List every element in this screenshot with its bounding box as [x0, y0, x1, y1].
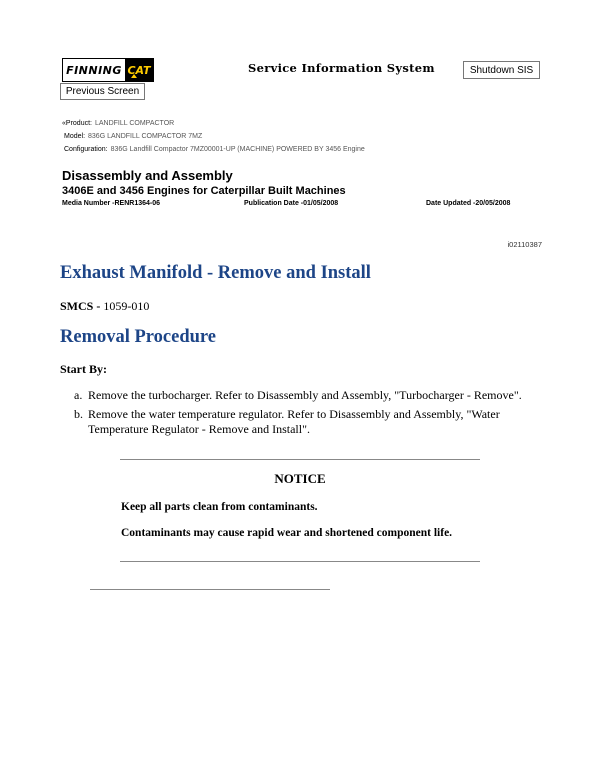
smcs-label: SMCS -: [60, 299, 101, 313]
date-updated: Date Updated -20/05/2008: [426, 200, 511, 207]
cat-logo-text: CAT: [125, 59, 153, 81]
shutdown-sis-button[interactable]: Shutdown SIS: [463, 61, 540, 79]
product-value: LANDFILL COMPACTOR: [94, 120, 175, 127]
media-number: Media Number -RENR1364-06: [62, 200, 161, 207]
breadcrumb-configuration: [62, 143, 365, 156]
document-subheading: 3406E and 3456 Engines for Caterpillar Built Machines: [62, 185, 346, 197]
document-heading: Disassembly and Assembly: [62, 168, 233, 183]
notice-line-2: Contaminants may cause rapid wear and shortened component life.: [121, 527, 453, 539]
step-text: Remove the water temperature regulator. Refer to Disassembly and Assembly, "Water Temperature Regulator - Remove and Install".: [88, 407, 500, 436]
smcs-value: 1059-010: [103, 299, 150, 313]
smcs-code: [60, 299, 149, 314]
finning-cat-logo: [62, 58, 154, 82]
page-title: Exhaust Manifold - Remove and Install: [60, 263, 371, 283]
product-label: Product:: [65, 120, 92, 127]
start-by-label: Start By:: [60, 362, 107, 376]
previous-screen-button[interactable]: Previous Screen: [60, 83, 145, 100]
section-title: Removal Procedure: [60, 327, 217, 347]
notice-bottom-divider: [120, 561, 480, 562]
notice-top-divider: [120, 459, 480, 460]
step-marker: b.: [74, 407, 83, 421]
config-value: 836G Landfill Compactor 7MZ00001-UP (MACHINE) POWERED BY 3456 Engine: [110, 146, 365, 153]
step-list: [74, 388, 544, 441]
breadcrumb-model: [62, 130, 365, 143]
footer-divider: [90, 589, 330, 590]
publication-date: Publication Date -01/05/2008: [244, 200, 339, 207]
model-value: 836G LANDFILL COMPACTOR 7MZ: [88, 133, 203, 140]
notice-line-1: Keep all parts clean from contaminants.: [121, 501, 318, 513]
document-id: i02110387: [507, 240, 542, 249]
step-marker: a.: [74, 388, 83, 402]
list-item: [74, 388, 544, 403]
model-label: Model:: [64, 133, 86, 140]
list-item: [74, 407, 544, 437]
config-label: Configuration:: [64, 146, 108, 153]
breadcrumb-product: [62, 117, 365, 130]
back-arrow-icon[interactable]: «: [62, 120, 66, 127]
document-header: [62, 168, 346, 197]
step-text: Remove the turbocharger. Refer to Disassembly and Assembly, "Turbocharger - Remove".: [88, 388, 522, 402]
breadcrumb: [62, 117, 365, 156]
finning-logo-text: FINNING: [66, 63, 122, 77]
notice-title: NOTICE: [274, 471, 326, 486]
system-title: Service Information System: [248, 61, 435, 75]
